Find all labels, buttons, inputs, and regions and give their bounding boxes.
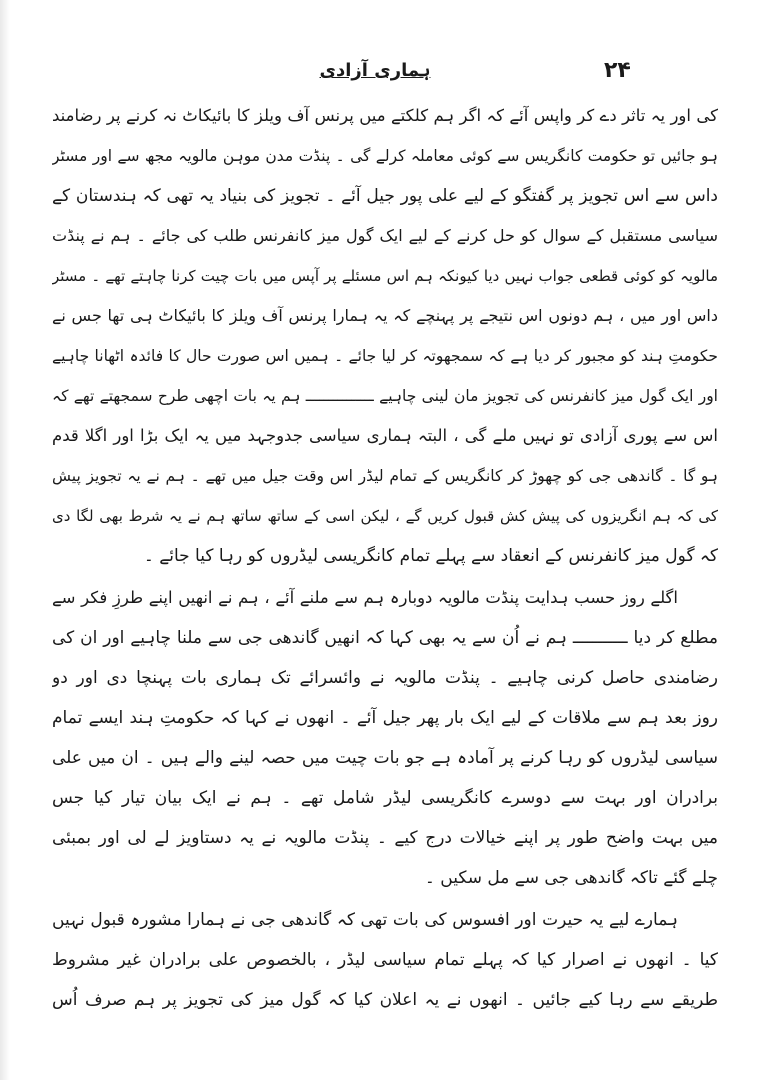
running-title: ہماری آزادی [319,60,431,81]
text-line: رضامندی حاصل کرنی چاہیے ۔ پنڈت مالویہ نے وائسرائے تک ہماری بات پہنچا دی اور دو [52,668,718,688]
paragraph [52,96,718,576]
text-line: مالویہ کو کوئی قطعی جواب نہیں دیا کیونکہ ہم اس مسئلے پر آپس میں بات چیت کرنا چاہتے تھے ۔ مسٹر [52,267,718,285]
body-text [52,96,718,1020]
text-line: کی کہ ہم انگریزوں کی پیش کش قبول کریں گے ، لیکن اسی کے ساتھ ساتھ ہم نے یہ شرط بھی لگا دی [52,507,718,525]
text-line: طریقے سے رہا کیے جائیں ۔ انھوں نے یہ اعلان کیا کہ گول میز کی تجویز پر ہم صرف اُس [52,990,718,1010]
text-line: اگلے روز حسب ہدایت پنڈت مالویہ دوبارہ ہم سے ملنے آئے ، ہم نے انھیں اپنے طرزِ فکر سے [52,588,678,607]
text-line: حکومتِ ہند کو مجبور کر دیا ہے کہ سمجھوتہ کر لیا جائے ۔ ہمیں اس صورت حال کا فائدہ اٹھانا چاہیے [52,347,718,365]
page-edge-shadow [0,0,10,1080]
text-line: روز بعد ہم سے ملاقات کے لیے ایک بار پھر جیل آئے ۔ انھوں نے کہا کہ حکومتِ ہند ایسے تمام [52,708,718,728]
text-line: سیاسی مستقبل کے سوال کو حل کرنے کے لیے ایک گول میز کانفرنس طلب کی جائے ۔ ہم نے پنڈت [52,226,718,245]
text-line: ہو گا ۔ گاندھی جی کو چھوڑ کر کانگریس کے تمام لیڈر اس وقت جیل میں تھے ۔ ہم نے یہ تجویز پیش [52,467,718,485]
page-number: ۲۴ [604,58,631,83]
text-line: چلے گئے تاکہ گاندھی جی سے مل سکیں ۔ [424,868,718,888]
text-line: کیا ۔ انھوں نے اصرار کیا کہ پہلے تمام سیاسی لیڈر ، بالخصوص علی برادران غیر مشروط [52,950,718,970]
text-line: ہمارے لیے یہ حیرت اور افسوس کی بات تھی کہ گاندھی جی نے ہمارا مشورہ قبول نہیں [52,910,678,930]
text-line: ہو جائیں تو حکومت کانگریس سے کوئی معاملہ کرلے گی ۔ پنڈت مدن موہن مالویہ مجھ سے اور مسٹر [52,147,718,165]
text-line: اور ایک گول میز کانفرنس کی تجویز مان لینی چاہیے ـــــــــــــــ ہم یہ بات اچھی طرح سمجھتے تھے کہ [52,387,718,405]
text-line: کی اور یہ تاثر دے کر واپس آئے کہ اگر ہم کلکتے میں پرنس آف ویلز کا بائیکاٹ نہ کرنے پر رضامند [52,106,718,125]
text-line: برادران اور بہت سے دوسرے کانگریسی لیڈر شامل تھے ۔ ہم نے ایک بیان تیار کیا جس [52,788,718,808]
paragraph [52,900,718,1020]
text-line: کہ گول میز کانفرنس کے انعقاد سے پہلے تمام کانگریسی لیڈروں کو رہا کیا جائے ۔ [143,546,718,566]
text-line: داس اور میں ، ہم دونوں اس نتیجے پر پہنچے کہ یہ ہمارا پرنس آف ویلز کا بائیکاٹ ہی تھا جس نے [52,306,718,325]
paragraph [52,578,718,898]
text-line: سیاسی لیڈروں کو رہا کرنے پر آمادہ ہے جو بات چیت میں حصہ لینے والے ہیں ۔ ان میں علی [52,748,718,768]
text-line: اس سے پوری آزادی تو نہیں ملے گی ، البتہ ہماری سیاسی جدوجہد میں یہ ایک بڑا اور اگلا قدم [52,426,718,445]
text-line: مطلع کر دیا ـــــــــــ ہم نے اُن سے یہ بھی کہا کہ انھیں گاندھی جی سے ملنا چاہیے اور ان کی [52,628,718,648]
text-line: داس سے اس تجویز پر گفتگو کے لیے علی پور جیل آئے ۔ تجویز کی بنیاد یہ تھی کہ ہندستان کے [52,186,718,206]
text-line: میں بہت واضح طور پر اپنے خیالات درج کیے ۔ پنڈت مالویہ نے یہ دستاویز لے لی اور بمبئی [52,828,718,848]
